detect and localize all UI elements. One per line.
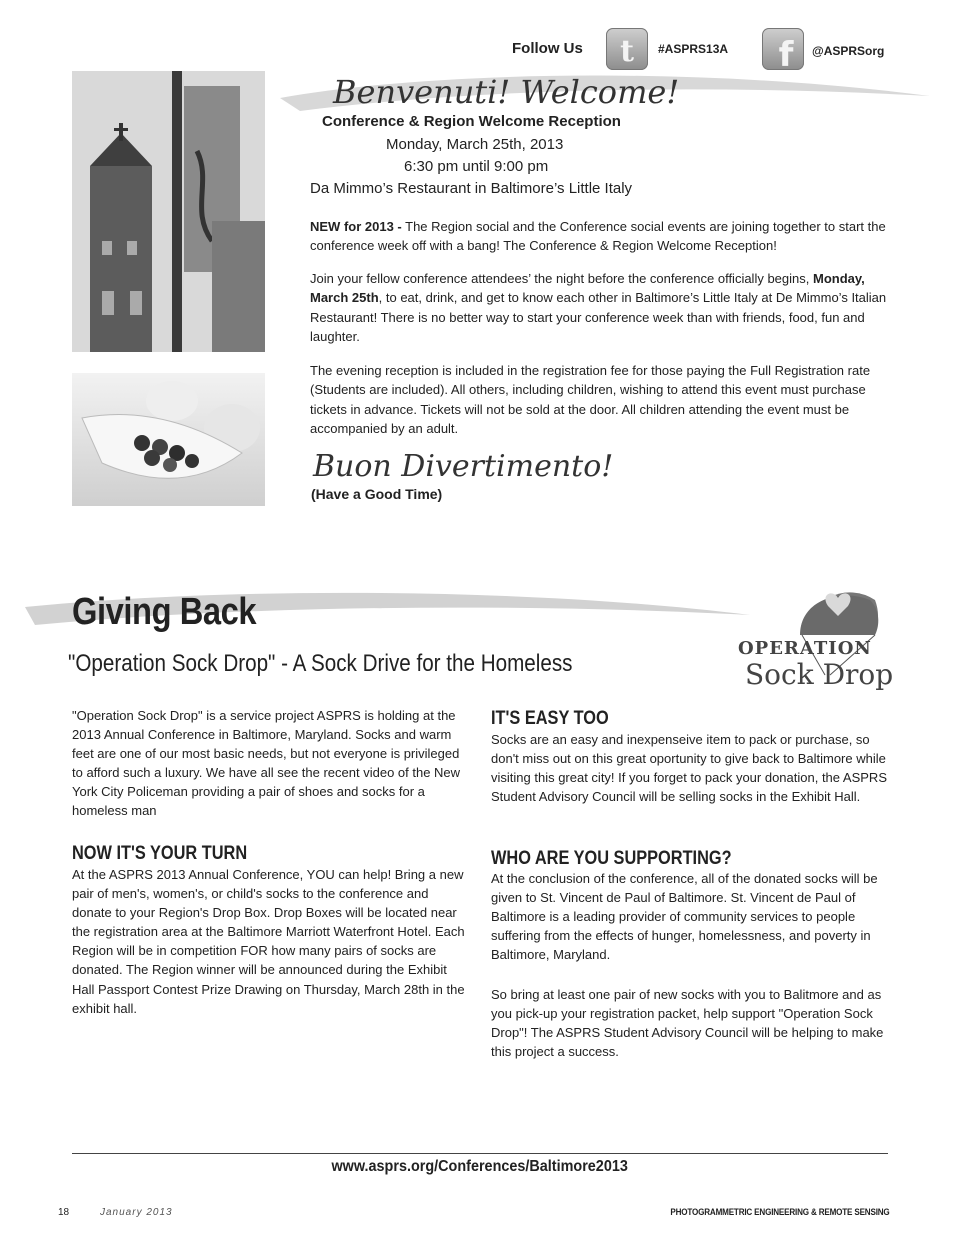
church-banner-photo [72, 71, 265, 352]
join-date: Monday, March 25th [310, 271, 865, 306]
facebook-handle[interactable]: @ASPRSorg [812, 44, 885, 58]
easy-too-body: Socks are an easy and inexpenseive item to pack or purchase, so don't miss out on this great oportunity to give back to Baltimore while visiting this great city! If you forget to pack your donation, the ASPRS Student Advisory Council will be selling socks in the Exhibit Hall. [491, 732, 887, 805]
logo-operation-text: OPERATION [738, 638, 872, 659]
paragraph-join [310, 269, 890, 346]
new-text: The Region social and the Conference social events are joining together to start the conference week off with a bang! The Conference & Region Welcome Reception! [310, 219, 886, 254]
call-to-action-body: So bring at least one pair of new socks with you to Balitmore and as you pick-up your registration packet, help support "Operation Sock Drop"! The ASPRS Student Advisory Council will be helping to make this project a success. [491, 987, 884, 1060]
closing-script: Buon Divertimento! [313, 449, 614, 484]
journal-name: PHOTOGRAMMETRIC ENGINEERING & REMOTE SENSING [670, 1207, 890, 1217]
sock-drive-subtitle: "Operation Sock Drop" - A Sock Drive for the Homeless [68, 650, 573, 677]
new-label: NEW for 2013 - [310, 219, 402, 234]
footer-divider [72, 1153, 888, 1154]
reception-place: Da Mimmo’s Restaurant in Baltimore’s Little Italy [310, 180, 633, 197]
twitter-icon[interactable] [606, 28, 648, 70]
easy-too-heading: IT'S EASY TOO [491, 708, 609, 729]
follow-us-label: Follow Us [512, 40, 583, 57]
now-your-turn-body: At the ASPRS 2013 Annual Conference, YOU can help! Bring a new pair of men's, women's, or child's socks to the conference and donate to your Region's Drop Box. Drop Boxes will be located near the registration area at the Baltimore Marriott Waterfront Hotel. Each Region will be in competition FOR how many pairs of socks are donated. The Region winner will be announced during the Exhibit Hall Passport Contest Prize Drawing on Thursday, March 28th in the exhibit hall. [72, 867, 465, 1016]
twitter-hashtag[interactable]: #ASPRS13A [658, 42, 729, 56]
join-text-post: , to eat, drink, and get to know each other in Baltimore’s Little Italy at De Mimmo’s Italian Restaurant! There is no better way to start your conference week than with friends, food, fun and laughter. [310, 290, 887, 344]
who-supporting-body: At the conclusion of the conference, all of the donated socks will be given to St. Vincent de Paul of Baltimore. St. Vincent de Paul of Baltimore is a leading provider of community services to people suffering from the effects of hunger, homelessness, and poverty in Baltimore, Maryland. [491, 871, 878, 963]
svg-text:t: t [620, 34, 634, 69]
welcome-script-title: Benvenuti! Welcome! [333, 73, 680, 111]
who-supporting-heading: WHO ARE YOU SUPPORTING? [491, 848, 732, 869]
giving-back-heading: Giving Back [72, 591, 257, 633]
reception-date: Monday, March 25th, 2013 [386, 136, 564, 153]
olives-bread-photo [72, 373, 265, 506]
paragraph-new-for-2013 [310, 217, 890, 256]
conference-url[interactable] [0, 1158, 960, 1176]
sock-drop-intro: "Operation Sock Drop" is a service project ASPRS is holding at the 2013 Annual Conference in Baltimore, Maryland. Socks and warm feet are one of our most basic needs, but not everyone is privileged to afford such a luxury. We have all see the recent video of the New York City Policeman providing a pair of shoes and socks for a homeless man [72, 708, 461, 819]
now-your-turn-heading: NOW IT'S YOUR TURN [72, 843, 248, 864]
conference-url-text[interactable]: www.asprs.org/Conferences/Baltimore2013 [331, 1158, 629, 1175]
closing-translation: (Have a Good Time) [311, 486, 443, 502]
logo-sock-drop-text: Sock Drop [745, 658, 894, 691]
reception-time: 6:30 pm until 9:00 pm [404, 158, 549, 175]
svg-text:f: f [778, 35, 794, 70]
reception-title: Conference & Region Welcome Reception [322, 113, 621, 130]
page-number: 18 [58, 1207, 70, 1218]
paragraph-registration: The evening reception is included in the registration fee for those paying the Full Registration rate (Students are included). All others, including children, wishing to attend this event must purchase tickets in advance. Tickets will not be sold at the door. All children attending the event must be accompanied by an adult. [310, 363, 871, 436]
issue-month: January 2013 [100, 1207, 173, 1218]
join-text-pre: Join your fellow conference attendees’ the night before the conference officially begins, [310, 271, 813, 286]
facebook-icon[interactable] [762, 28, 804, 70]
